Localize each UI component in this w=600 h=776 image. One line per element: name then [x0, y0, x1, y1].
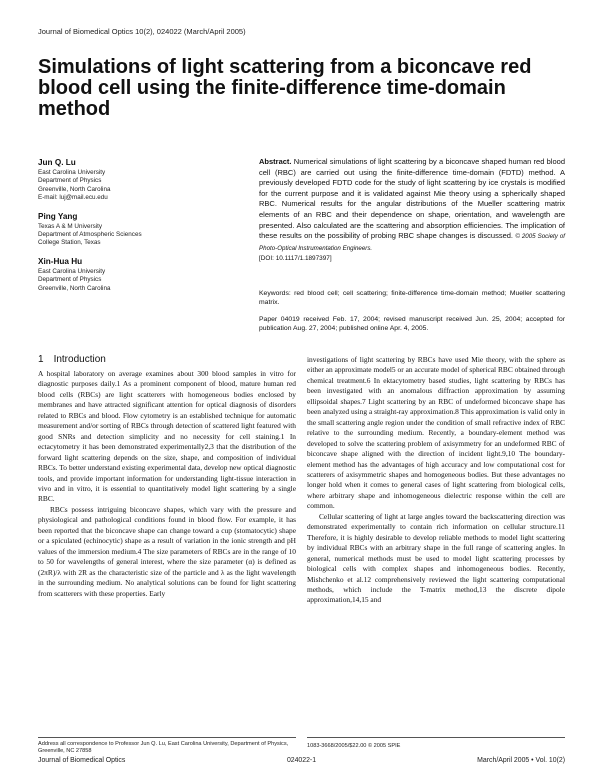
doi: [DOI: 10.1117/1.1897397] [259, 255, 332, 263]
paper-title: Simulations of light scattering from a biconcave red blood cell using the finite-difference time-domain method [38, 56, 532, 120]
issn-divider [307, 737, 565, 738]
paper-history: Paper 04019 received Feb. 17, 2004; revised manuscript received Jun. 25, 2004; accepted for publication Aug. 27, 2004; published online Apr. 4, 2005. [259, 316, 565, 332]
affiliation-line: Department of Atmospheric Sciences [38, 231, 142, 239]
author-block [38, 158, 218, 203]
footer-page-number: 024022-1 [286, 757, 317, 764]
affiliation-line: East Carolina University [38, 169, 106, 176]
body-paragraph: investigations of light scattering by RBCs have used Mie theory, with the sphere as either an approximate model5 or an accurate model of spherical RBC obtained through chemical treatment.6 In ektacytometry based studies, light scattering by RBCs has been investigated with an anomalous diffraction approximation by assuming ellipsoidal shapes.7 Light scattering by an RBC of undeformed biconcave shape has been analyzed using a straight-ray approximation.8 This approximation is valid only in the small scattering angle region under the condition of small refractive index of RBC relative to the surrounding medium. Recently, a boundary-element method was developed to solve the scattering problem of axisymmetry for an undeformed RBC of biconcave shape aligned with the direction of incident light.9,10 The boundary-element method has the advantages of high accuracy and low computational cost for scatterers of axisymmetric shapes and homogeneous bodies. But these advantages no longer hold when it comes to general cases of light scattering from biological cells, where arbitrary shape and inhomogeneous dielectric response within the cell are common. [307, 355, 565, 511]
issn-line: 1083-3668/2005/$22.00 © 2005 SPIE [307, 743, 401, 749]
section-title: Introduction [53, 354, 106, 365]
author-block [38, 212, 218, 248]
affiliation-line: Greenville, North Carolina [38, 284, 111, 292]
body-paragraph: Cellular scattering of light at large angles toward the backscattering direction was demonstrated experimentally to contain rich information on cellular structure.11 Therefore, it is highly desirable to develop reliable methods to model light scattering by individual RBCs with an arbitrary shape in the full range of scattering angles. In general, numerical methods must be used to model light scattering processes by biological cells with complex shapes and inhomogeneous bodies. Recently, Mishchenko et al.12 comprehensively reviewed the light scattering computational methods, which include the T-matrix method,13 the discrete dipole approximation,14,15 and [307, 511, 565, 605]
body-paragraph: A hospital laboratory on average examines about 300 blood samples in vitro for diagnostic purposes daily.1 As a prominent component of blood, mature human red blood cells (RBCs) are light scatterers with homogeneous bodies enclosed by membranes and have attracted significant attention for optical diagnosis of disorders related to RBCs and blood. Flow cytometry is an established technique for automatic measurement and/or sorting of RBCs through detection of scattered light featured with good SNRs and detection simplicity and no necessity for cell staining.1 In ectacytometry it has been demonstrated experimentally2,3 that the distribution of the forward light scattering depends on the size, shape, and composition of individual RBCs. To better understand existing experimental data, develop new optical diagnostic tools, and provide important information for understanding light-tissue interaction in vivo and in vitro, it is essential to quantitatively model light scattering by a single RBC. [38, 369, 296, 504]
author-block [38, 257, 218, 293]
body-paragraph: RBCs possess intriguing biconcave shapes, which vary with the pressure and physiological and pathological conditions found in blood flow. For example, it has been reported that the biconcave shape can change toward a cup (stomatocytic) shape or a spiculated (echinocytic) shape as a result of variation in the ionic strength and pH values of the immersion medium.4 The size parameters of RBCs are in the range of 10 to 50 for wavelengths of general interest, where the size parameter (α) is defined as (2πR)/λ with 2R as the characteristic size of the particle and λ as the light wavelength in the surrounding medium. No analytical solutions can be found for light scattering from scatterers with these properties. Early [38, 504, 296, 598]
author-name: Ping Yang [38, 211, 78, 221]
section-heading [38, 354, 106, 365]
body-column-left [38, 369, 296, 735]
author-email: E-mail: luj@mail.ecu.edu [38, 194, 108, 202]
affiliation-line: College Station, Texas [38, 239, 101, 247]
affiliation-line: Texas A & M University [38, 222, 103, 230]
affiliation-line: Greenville, North Carolina [38, 185, 111, 193]
affiliation-line: Department of Physics [38, 276, 102, 284]
journal-header: Journal of Biomedical Optics 10(2), 024022 (March/April 2005) [38, 27, 246, 36]
abstract-text: Numerical simulations of light scattering by a biconcave shaped human red blood cell (RBC) are carried out using the finite-difference time-domain (FDTD) method. A previously developed FDTD code for the study of light scattering by ice crystals is modified for the current purpose and it is validated against Mie theory using a spherically shaped RBC. Numerical results for the angular distributions of the Mueller scattering matrix elements of an RBC and their dependence on shape, orientation, and wavelength are presented. Also calculated are the scattering and absorption efficiencies. The implication of these results on the possibility of probing RBC shape changes is discussed. [259, 157, 565, 241]
copyright-notice: © 2005 Society of Photo-Optical Instrumentation Engineers. [259, 233, 565, 252]
correspondence-footnote: Address all correspondence to Professor Jun Q. Lu, East Carolina University, Department of Physics, Greenville, NC 27858 [38, 741, 289, 755]
author-list [38, 158, 218, 302]
affiliation-line: East Carolina University [38, 267, 106, 275]
footnote-divider [38, 737, 296, 738]
section-number: 1 [38, 354, 44, 365]
abstract [259, 157, 565, 265]
body-column-right [307, 355, 565, 738]
footer-issue: March/April 2005 • Vol. 10(2) [477, 757, 565, 764]
affiliation-line: Department of Physics [38, 177, 102, 185]
author-name: Xin-Hua Hu [38, 256, 83, 266]
footer-journal: Journal of Biomedical Optics [38, 757, 126, 764]
keywords: Keywords: red blood cell; cell scattering; finite-difference time-domain method; Mueller scattering matrix. [259, 290, 565, 306]
author-name: Jun Q. Lu [38, 158, 76, 167]
abstract-lead: Abstract. [259, 157, 292, 166]
